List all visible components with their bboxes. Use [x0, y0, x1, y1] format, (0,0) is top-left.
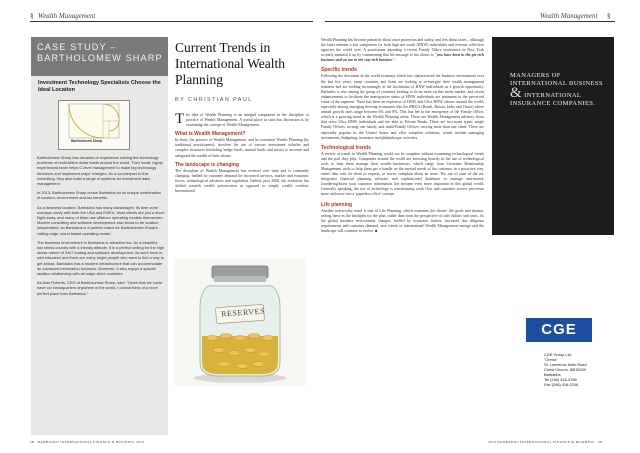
- article-column-1: [175, 113, 309, 194]
- case-study-title: [31, 37, 168, 76]
- header-ornament-left-icon: §: [30, 12, 34, 20]
- section-text: Another noteworthy trend is that of Life Planning, which examines the clients' life goals and dreams, setting these as the linchpins for the plan, rather than from the perspective of only dollars and cents. As the global business environment changes, fuelled by economic factors, increased due diligence requirements and customer demand, new trends in international Wealth Management emerge and the landscape will continue to evolve. ■: [321, 208, 484, 233]
- case-study-paragraph: In 2013, Bartholomew Sharp chose Barbados for its unique combination of location, environment and tax benefits.: [37, 190, 161, 201]
- ad-line-3: & INTERNATIONAL: [510, 84, 582, 101]
- section-text: A review of trends in Wealth Planning would not be complete without examining technological trends and the part they play. Companies around the world are investing heavily in the use of technological tools to help them manage their wealth businesses, which range from Customer Relationship Management tools to help them get a handle on the myriad needs of the customer in a proactive way, rather than wait for them to request, or worse, complain about an issue. The use of state of the art, integrated financial planning software and sophisticated databases to manage anti-money laundering/know your customer information has become even more important in this global world. Generally speaking, the use of technology is transforming work flow and customer service processes more and more into a 'paperless office' concept.: [321, 151, 484, 197]
- footer-right: [488, 440, 602, 444]
- column-2-intro: [321, 38, 484, 63]
- address-line: St. Lawrence Main Road: [544, 362, 587, 367]
- case-study-title-line2: BARTHOLOMEW SHARP: [37, 53, 163, 63]
- ad-tagline: [510, 72, 612, 109]
- address-line: Fax (246) 418-0246: [544, 382, 579, 387]
- header-title-right: Wealth Management: [540, 12, 598, 20]
- section-heading: The landscape is changing: [175, 161, 239, 168]
- section-text: In short, the practice of Wealth Management, and by extension Wealth Planning (by traditional practitioners), involves the use of various investment vehicles and complex structures (including hedge funds, mutual funds and trusts) to increase and safeguard the wealth of their clients.: [175, 138, 309, 158]
- case-study-title-line1: CASE STUDY –: [37, 42, 117, 52]
- jar-label: RESERVES: [220, 306, 266, 319]
- section-heading: Specific trends: [321, 67, 357, 74]
- ad-ampersand: &: [510, 84, 523, 101]
- column-2-intro-text: Wealth Planning has become primarily about asset protection and safety, and less about taxes – although the latter remains a key component for both high net worth (HNW) individuals and revenue collection agencies the world over. A practitioner attending a recent Family Office conference in New York recently summed it up by commenting that his message to his clients is: [321, 38, 484, 58]
- pull-quote: "you have been in the get rich business and we are in the stay rich business".: [321, 53, 484, 63]
- footer-publication-left: BARBADOS INTERNATIONAL FINANCE & BUSINESS 2014: [37, 440, 145, 444]
- header-title-left: Wealth Management: [38, 12, 96, 20]
- cge-advertisement-banner: [492, 37, 614, 235]
- case-study-paragraph: As Alan Roberts, CEO of Bartholomew Sharp, said: "Given that we could have our headquarters anywhere in the world, I cannot think of a more perfect place than Barbados.": [37, 280, 163, 296]
- article-column-2: [321, 38, 484, 234]
- address-line: CGE Group Ltd.: [544, 352, 572, 357]
- intro-dropcap: T: [175, 111, 185, 127]
- section-heading: What is Wealth Management?: [175, 131, 246, 138]
- ad-line-2: INTERNATIONAL BUSINESS: [510, 80, 603, 88]
- article-intro: [175, 113, 309, 128]
- bartholomew-sharp-logo: [58, 100, 130, 150]
- reserves-jar-illustration: [174, 258, 306, 386]
- address-line: Barbados: [544, 372, 561, 377]
- ad-line-4: INSURANCE COMPANIES.: [510, 100, 596, 108]
- jar-icon: [174, 258, 306, 386]
- case-study-subtitle: Investment Technology Specialists Choose the Ideal Location: [38, 80, 161, 93]
- address-line: Tel (246) 418-0788: [544, 377, 577, 382]
- intro-text: he idea of Wealth Planning is an integral component in the discipline or practice of Wealth Management. A useful place to start this discussion is by examining the concept of Wealth Management.: [186, 113, 309, 128]
- ad-line-1: MANAGERS OF: [510, 72, 561, 79]
- header-ornament-right-icon: §: [607, 12, 611, 20]
- cge-address: [544, 352, 587, 387]
- address-line: "Orena": [544, 357, 558, 362]
- header-rule-right: [325, 21, 615, 22]
- footer-left: [30, 440, 144, 444]
- article-byline: BY CHRISTIAN PAUL: [175, 97, 253, 103]
- footer-publication-right: 2014 BARBADOS INTERNATIONAL FINANCE & BUSINESS: [488, 440, 595, 444]
- address-line: Christ Church, BB15039: [544, 367, 586, 372]
- section-heading: Technological trends: [321, 144, 371, 151]
- case-study-paragraph: The business environment in Barbados is attractive too. As a beautiful, low stress country with a friendly attitude, it is a perfect setting for the high stress nature of 24x7 trading and software development. Its work force is well educated and there are many bright people who want to find a way to get ahead. Barbados has a modern infrastructure that can accommodate an advanced information business. Moreover, it also enjoys a special taxation relationship with all major client countries.: [37, 239, 165, 277]
- header-rule-left: [30, 21, 313, 22]
- article-title: Current Trends in International Wealth Planning: [175, 40, 285, 87]
- section-heading: Life planning: [321, 201, 353, 208]
- cge-logo: CGE: [526, 318, 592, 342]
- case-study-paragraph: Bartholomew Sharp has decades of experience solving the technology problems of multi-billion dollar funds around the world. Their small, highly experienced team helps C-level management to make big technology decisions and implement major changes. As a counterpart to this consulting, they also build a range of systems for investment data management.: [37, 155, 163, 187]
- case-study-body: [37, 155, 165, 296]
- page-number-right: 15: [598, 440, 603, 444]
- case-study-paragraph: As a business location, Barbados has many advantages. Its time zone overlaps nicely with both the USA and EMEA. Most clients are just a short flight away, and many of them use offshore operating models themselves. Modern consulting and software development also tends to be location independent, so Barbados is a perfect match for Bartholomew-Sharp's cutting edge, cloud based operating model.: [37, 204, 164, 236]
- section-text: Following the downturn in the world economy which has characterised the business environment over the last few years, many countries and firms are looking to re-energise their wealth management business and are looking increasingly at the facilitation of HNW individuals as a growth opportunity. Barbados is also among the group of countries looking to focus more on this niche market, and recent enhancements to facilitate the immigration status of HNW individuals are testament to the perceived value of the segment. There has been an explosion of HNW and Ultra HNW classes around the world, especially among emerging thriving economies like the BRICS (Brazil, Russia, India and China) where annual growth rates range between 6% and 8%. This has led to the emergence of the Family Office, which is a growing trend in the Wealth Planning arena. These are Wealth Management advisory firms that serve Ultra HNW individuals and are akin to Private Banks. There are two main types: single Family Offices, serving one family, and multi-Family Offices, serving more than one client. These are especially popular in the United States and offer complete solutions, which include managing investments, budgeting, insurance and philanthropic activities.: [321, 74, 484, 140]
- page-number-left: 16: [30, 440, 35, 444]
- logo-caption: Bartholomew Sharp: [71, 139, 103, 143]
- section-text: The discipline of Wealth Management has evolved over time and is constantly changing, fuelled by customer demand for increased services, market and economic forces, technological advances and regulation. Indeed, post 2008, the evolution has shifted towards wealth preservation as opposed to simply wealth creation. International: [175, 168, 309, 194]
